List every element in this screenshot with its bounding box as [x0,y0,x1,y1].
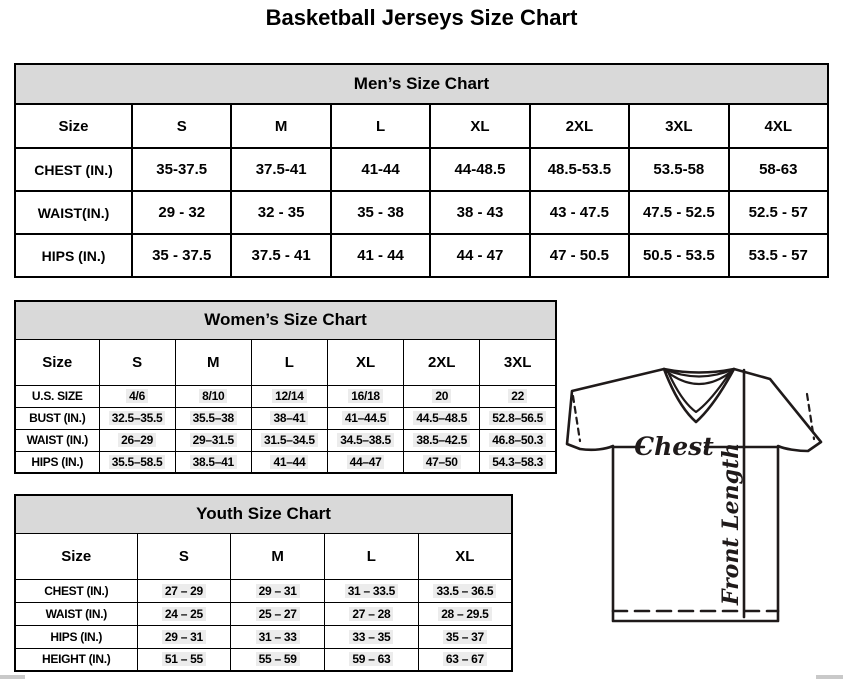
size-cell: 48.5-53.5 [530,148,629,191]
size-cell [404,407,480,429]
size-value: 46.8–50.3 [489,433,546,447]
row-label: CHEST (IN.) [15,148,132,191]
size-cell [418,579,512,602]
size-cell [480,451,556,473]
size-value: 33.5 – 36.5 [433,584,496,598]
size-value: 54.3–58.3 [489,455,546,469]
womens-table-title: Women’s Size Chart [15,301,556,339]
jersey-diagram [556,362,838,632]
row-label: CHEST (IN.) [15,579,137,602]
column-header: XL [418,533,512,579]
column-header: S [99,339,175,385]
size-cell [231,602,325,625]
size-cell: 35 - 37.5 [132,234,231,277]
size-cell [418,625,512,648]
horizontal-scrollbar-fragment-right[interactable] [816,675,843,679]
mens-size-table [14,63,829,278]
size-cell [327,385,403,407]
size-cell [404,429,480,451]
size-value: 59 – 63 [349,652,393,666]
size-value: 29–31.5 [190,433,237,447]
chest-label: Chest [634,432,714,461]
size-value: 32.5–35.5 [109,411,166,425]
size-cell [175,407,251,429]
row-label: WAIST(IN.) [15,191,132,234]
size-cell [231,648,325,671]
size-value: 38.5–42.5 [413,433,470,447]
size-value: 29 – 31 [162,630,206,644]
size-cell: 32 - 35 [231,191,330,234]
size-value: 4/6 [126,389,148,403]
column-header: 2XL [404,339,480,385]
size-cell [418,648,512,671]
size-cell: 37.5-41 [231,148,330,191]
size-value: 51 – 55 [162,652,206,666]
size-value: 31 – 33.5 [345,584,398,598]
size-value: 29 – 31 [256,584,300,598]
size-cell [327,407,403,429]
size-value: 12/14 [272,389,307,403]
size-cell [137,625,231,648]
size-cell [251,407,327,429]
size-cell [251,429,327,451]
size-cell: 35-37.5 [132,148,231,191]
column-header: 4XL [729,104,828,148]
size-value: 38–41 [270,411,308,425]
size-cell [251,385,327,407]
row-label: WAIST (IN.) [15,429,99,451]
column-header: M [231,104,330,148]
size-cell: 44-48.5 [430,148,529,191]
size-cell [418,602,512,625]
size-cell: 38 - 43 [430,191,529,234]
horizontal-scrollbar-fragment-left[interactable] [0,675,25,679]
row-label: BUST (IN.) [15,407,99,429]
size-value: 28 – 29.5 [438,607,491,621]
row-label: WAIST (IN.) [15,602,137,625]
womens-size-table [14,300,557,474]
size-value: 8/10 [199,389,227,403]
column-header: S [137,533,231,579]
size-cell: 58-63 [729,148,828,191]
size-value: 31 – 33 [256,630,300,644]
row-label: HIPS (IN.) [15,234,132,277]
row-label: HEIGHT (IN.) [15,648,137,671]
size-cell [99,385,175,407]
front-length-label: Front Length [718,442,744,606]
size-value: 47–50 [423,455,461,469]
size-cell [480,429,556,451]
size-cell: 53.5 - 57 [729,234,828,277]
size-cell: 47 - 50.5 [530,234,629,277]
youth-size-table [14,494,513,672]
column-header: M [231,533,325,579]
column-header: 2XL [530,104,629,148]
size-cell: 50.5 - 53.5 [629,234,728,277]
size-cell [404,451,480,473]
size-cell [137,579,231,602]
size-cell [99,429,175,451]
size-cell [175,385,251,407]
youth-table-title: Youth Size Chart [15,495,512,533]
size-cell: 29 - 32 [132,191,231,234]
size-cell [404,385,480,407]
column-header: L [331,104,430,148]
size-value: 34.5–38.5 [337,433,394,447]
size-cell [99,451,175,473]
size-cell [99,407,175,429]
size-value: 35 – 37 [443,630,487,644]
mens-table-title: Men’s Size Chart [15,64,828,104]
size-cell: 52.5 - 57 [729,191,828,234]
size-value: 20 [432,389,451,403]
size-cell: 53.5-58 [629,148,728,191]
size-cell [137,648,231,671]
column-header: XL [430,104,529,148]
size-value: 35.5–58.5 [109,455,166,469]
size-cell: 44 - 47 [430,234,529,277]
size-cell [325,602,419,625]
size-value: 41–44.5 [342,411,389,425]
size-cell: 41 - 44 [331,234,430,277]
size-value: 22 [508,389,527,403]
size-cell [231,579,325,602]
size-cell [327,451,403,473]
size-value: 38.5–41 [190,455,237,469]
row-label: U.S. SIZE [15,385,99,407]
size-cell [231,625,325,648]
size-cell: 37.5 - 41 [231,234,330,277]
size-cell [175,429,251,451]
size-value: 27 – 28 [349,607,393,621]
size-cell: 43 - 47.5 [530,191,629,234]
size-value: 27 – 29 [162,584,206,598]
column-header: L [325,533,419,579]
size-value: 25 – 27 [256,607,300,621]
size-cell [325,625,419,648]
size-cell [480,407,556,429]
column-header: L [251,339,327,385]
size-cell: 35 - 38 [331,191,430,234]
row-label: HIPS (IN.) [15,451,99,473]
size-value: 24 – 25 [162,607,206,621]
size-cell: 41-44 [331,148,430,191]
row-label: HIPS (IN.) [15,625,137,648]
column-header: Size [15,339,99,385]
size-value: 52.8–56.5 [489,411,546,425]
column-header: S [132,104,231,148]
size-value: 41–44 [270,455,308,469]
column-header: 3XL [629,104,728,148]
column-header: Size [15,104,132,148]
size-cell [251,451,327,473]
size-value: 44–47 [347,455,385,469]
size-cell [480,385,556,407]
column-header: XL [327,339,403,385]
jersey-outline [567,369,821,621]
size-value: 63 – 67 [443,652,487,666]
size-value: 31.5–34.5 [261,433,318,447]
size-value: 26–29 [118,433,156,447]
column-header: M [175,339,251,385]
column-header: Size [15,533,137,579]
size-cell [327,429,403,451]
size-cell [175,451,251,473]
size-value: 33 – 35 [349,630,393,644]
size-cell [325,648,419,671]
size-value: 55 – 59 [256,652,300,666]
size-cell [325,579,419,602]
size-cell [137,602,231,625]
size-value: 35.5–38 [190,411,237,425]
size-value: 16/18 [348,389,383,403]
page-title: Basketball Jerseys Size Chart [265,5,578,30]
column-header: 3XL [480,339,556,385]
size-value: 44.5–48.5 [413,411,470,425]
size-cell: 47.5 - 52.5 [629,191,728,234]
